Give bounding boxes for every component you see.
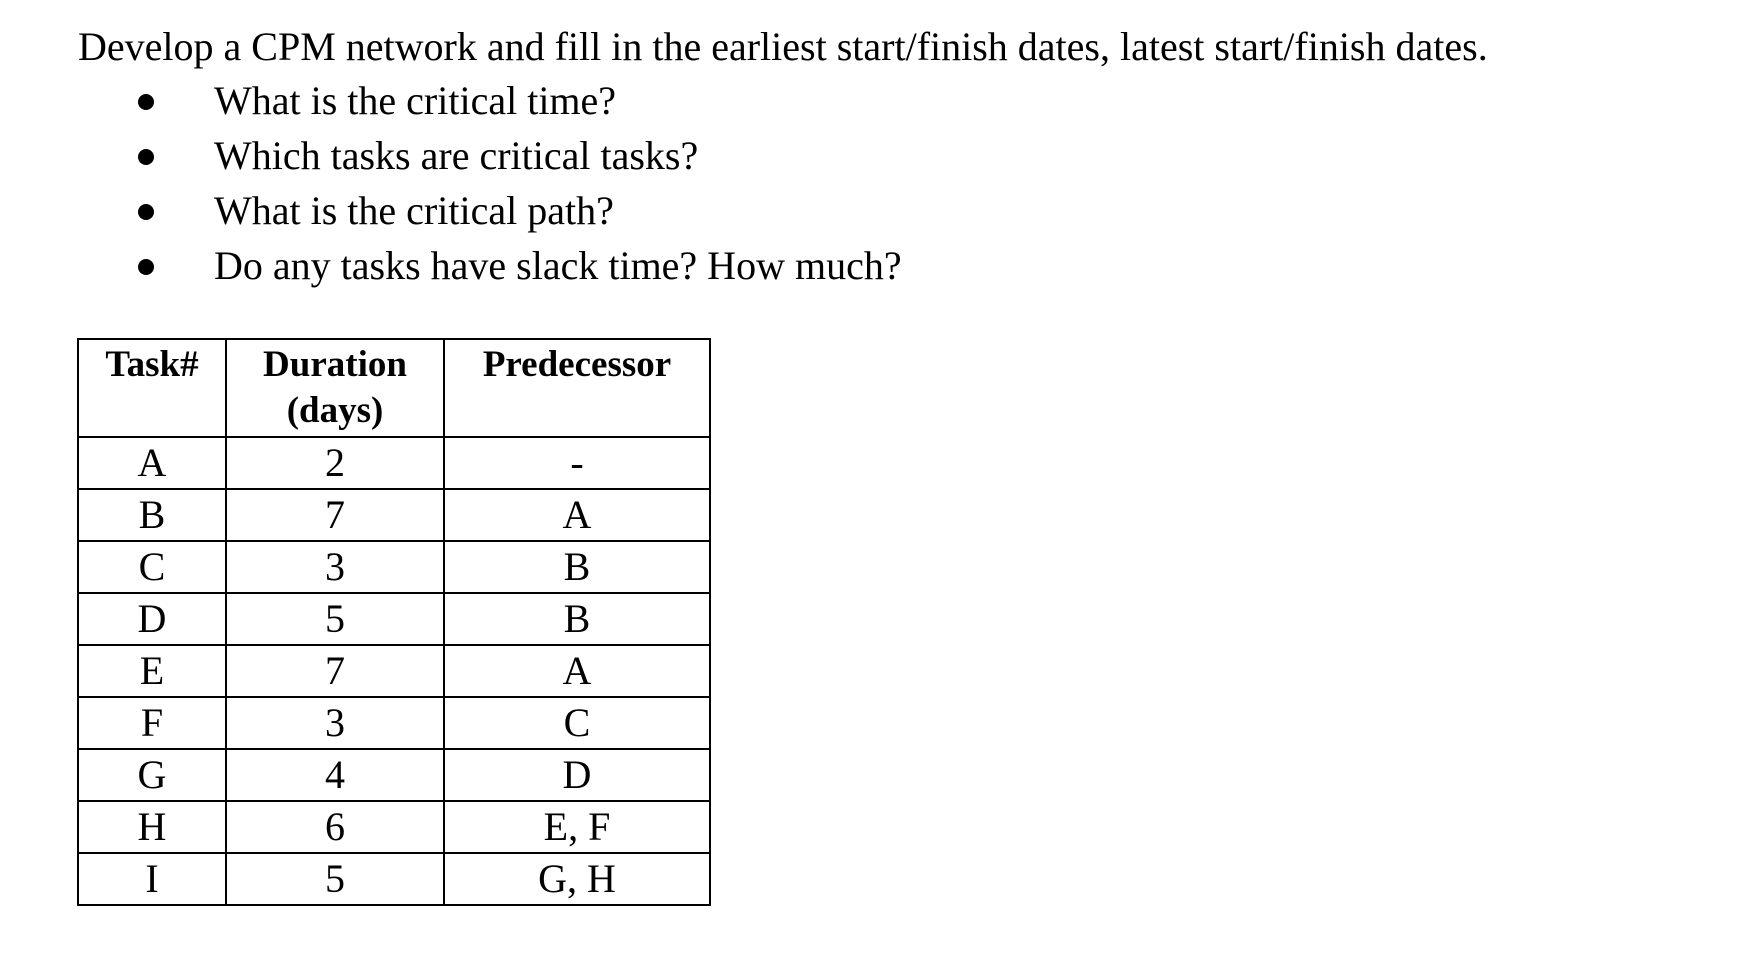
header-duration-line2: (days) (286, 390, 384, 431)
cell-predecessor: C (444, 697, 710, 749)
cell-predecessor: A (444, 489, 710, 541)
cell-predecessor: B (444, 593, 710, 645)
table-header-row (78, 339, 710, 437)
cell-task: B (78, 489, 226, 541)
table-row (78, 697, 710, 749)
cell-predecessor: D (444, 749, 710, 801)
cell-duration: 2 (226, 437, 444, 489)
cell-duration: 4 (226, 749, 444, 801)
header-task: Task# (78, 339, 226, 437)
question-text: What is the critical time? (214, 78, 617, 123)
cell-predecessor: - (444, 437, 710, 489)
cell-duration: 3 (226, 541, 444, 593)
bullet-icon (138, 204, 154, 220)
question-text: Which tasks are critical tasks? (214, 133, 699, 178)
cell-duration: 7 (226, 489, 444, 541)
cell-duration: 3 (226, 697, 444, 749)
cell-task: D (78, 593, 226, 645)
question-text: Do any tasks have slack time? How much? (214, 243, 902, 288)
cell-predecessor: B (444, 541, 710, 593)
header-duration-line1: Duration (263, 344, 407, 385)
cell-task: E (78, 645, 226, 697)
table-row (78, 801, 710, 853)
cell-task: F (78, 697, 226, 749)
table-row (78, 541, 710, 593)
assignment-prompt: Develop a CPM network and fill in the earliest start/finish dates, latest start/finish dates. (78, 24, 1488, 69)
table-row (78, 437, 710, 489)
table-row (78, 749, 710, 801)
cell-predecessor: A (444, 645, 710, 697)
header-predecessor: Predecessor (444, 339, 710, 437)
cell-task: A (78, 437, 226, 489)
cell-predecessor: G, H (444, 853, 710, 905)
cell-task: H (78, 801, 226, 853)
cell-task: I (78, 853, 226, 905)
cell-predecessor: E, F (444, 801, 710, 853)
cell-duration: 5 (226, 853, 444, 905)
table-row (78, 489, 710, 541)
cell-duration: 7 (226, 645, 444, 697)
table-row (78, 593, 710, 645)
header-duration (226, 339, 444, 437)
cell-task: G (78, 749, 226, 801)
table-row (78, 853, 710, 905)
question-text: What is the critical path? (214, 188, 614, 233)
bullet-icon (138, 94, 154, 110)
task-table (77, 338, 711, 906)
cell-duration: 6 (226, 801, 444, 853)
table-row (78, 645, 710, 697)
cell-task: C (78, 541, 226, 593)
cell-duration: 5 (226, 593, 444, 645)
bullet-icon (138, 259, 154, 275)
bullet-icon (138, 149, 154, 165)
